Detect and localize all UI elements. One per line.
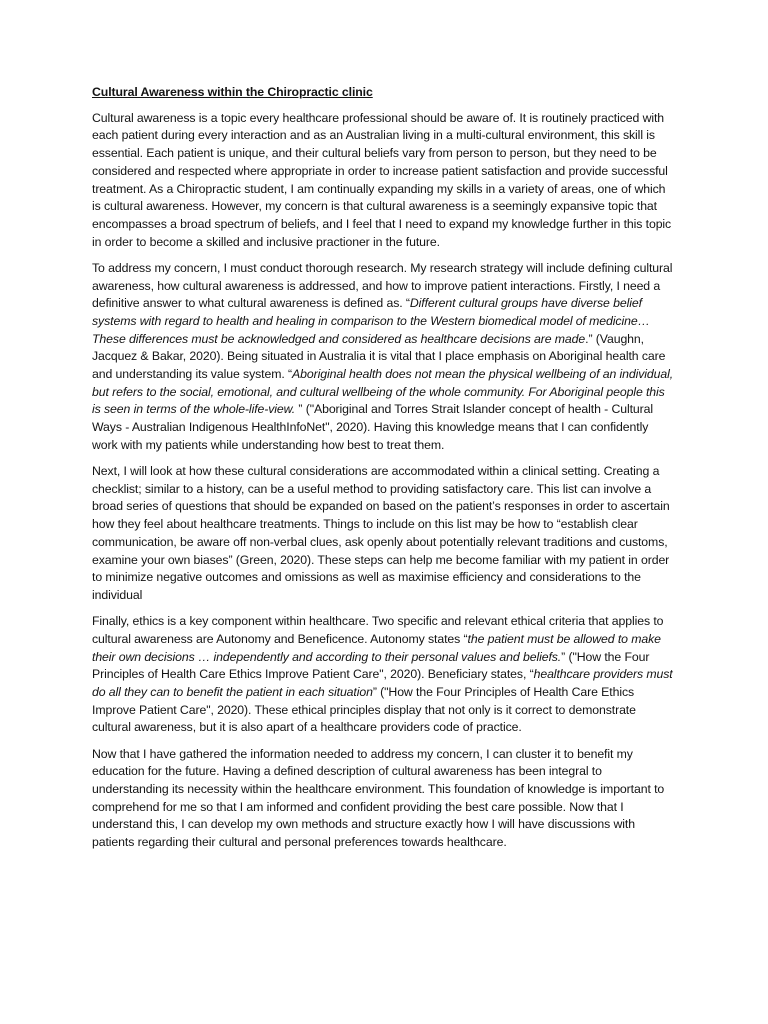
italic-quote-text: healthcare providers must do all they can to benefit the patient in each situation [92, 667, 673, 699]
paragraph-text: Cultural awareness is a topic every healthcare professional should be aware of. It is routinely practiced with each patient during every interaction and as an Australian living in a multi-cultural environment, this skill is essential. Each patient is unique, and their cultural beliefs vary from person to person, but they need to be considered and respected where appropriate in order to increase patient satisfaction and provide successful treatment. As a Chiropractic student, I am continually expanding my skills in a variety of areas, one of which is cultural awareness. However, my concern is that cultural awareness is a seemingly expansive topic that encompasses a broad spectrum of beliefs, and I feel that I need to expand my knowledge further in this topic in order to become a skilled and inclusive practioner in the future. [92, 110, 672, 249]
body-paragraph [92, 746, 674, 852]
body-paragraph [92, 110, 674, 252]
body-paragraph [92, 613, 674, 737]
paragraph-text: Finally, ethics is a key component within healthcare. Two specific and relevant ethical criteria that applies to cultural awareness are Autonomy and Beneficence. Autonomy states “ [92, 614, 664, 646]
italic-quote-text: Different cultural groups have diverse belief systems with regard to health and healing in comparison to the Western biomedical model of medicine… These differences must be acknowledged and considered as healthcare decisions are made [92, 296, 650, 346]
italic-quote-text: the patient must be allowed to make their own decisions … independently and according to their personal values and beliefs. [92, 631, 661, 664]
document-page [92, 84, 674, 860]
paragraph-text: Now that I have gathered the information needed to address my concern, I can cluster it to benefit my education for the future. Having a defined description of cultural awareness has been integral to understanding its necessity within the healthcare environment. This foundation of knowledge is important to comprehend for me so that I am informed and confident providing the best care possible. Now that I understand this, I can develop my own methods and structure exactly how I will have discussions with patients regarding their cultural and personal preferences towards healthcare. [92, 746, 665, 850]
paragraph-text: ” ("How the Four Principles of Health Care Ethics Improve Patient Care", 2020). These ethical principles display that not only is it correct to demonstrate cultural awareness, but it is also apart of a healthcare providers code of practice. [92, 685, 636, 735]
body-paragraph [92, 463, 674, 605]
document-title: Cultural Awareness within the Chiropractic clinic [92, 85, 373, 99]
paragraph-text: ” ("How the Four Principles of Health Care Ethics Improve Patient Care", 2020). Beneficiary states, “ [92, 649, 650, 682]
body-paragraph [92, 260, 674, 455]
paragraph-text: To address my concern, I must conduct thorough research. My research strategy will include defining cultural awareness, how cultural awareness is addressed, and how to improve patient interactions. Firstly, I need a definitive answer to what cultural awareness is defined as. “ [92, 260, 673, 311]
paragraph-text: .” (Vaughn, Jacquez & Bakar, 2020). Being situated in Australia it is vital that I place emphasis on Aboriginal health care and understanding its value system. “ [92, 331, 666, 382]
document-body [92, 110, 674, 852]
paragraph-text: ” ("Aboriginal and Torres Strait Islander concept of health - Cultural Ways - Australian Indigenous HealthInfoNet", 2020). Having this knowledge means that I can confidently work with my patients while understanding how best to treat them. [92, 402, 654, 452]
italic-quote-text: Aboriginal health does not mean the physical wellbeing of an individual, but refers to the social, emotional, and cultural wellbeing of the whole community. For Aboriginal people this is seen in terms of the whole-life-view. [92, 367, 674, 417]
paragraph-text: Next, I will look at how these cultural considerations are accommodated within a clinical setting. Creating a checklist; similar to a history, can be a useful method to providing satisfactory care. This list can involve a broad series of questions that should be expanded on based on the patient’s responses in order to ascertain how they feel about healthcare treatments. Things to include on this list may be how to “establish clear communication, be aware off non-verbal clues, ask openly about potentially relevant traditions and customs, examine your own biases” (Green, 2020). These steps can help me become familiar with my patient in order to minimize negative outcomes and omissions as well as maximise efficiency and considerations to the individual [92, 464, 670, 602]
